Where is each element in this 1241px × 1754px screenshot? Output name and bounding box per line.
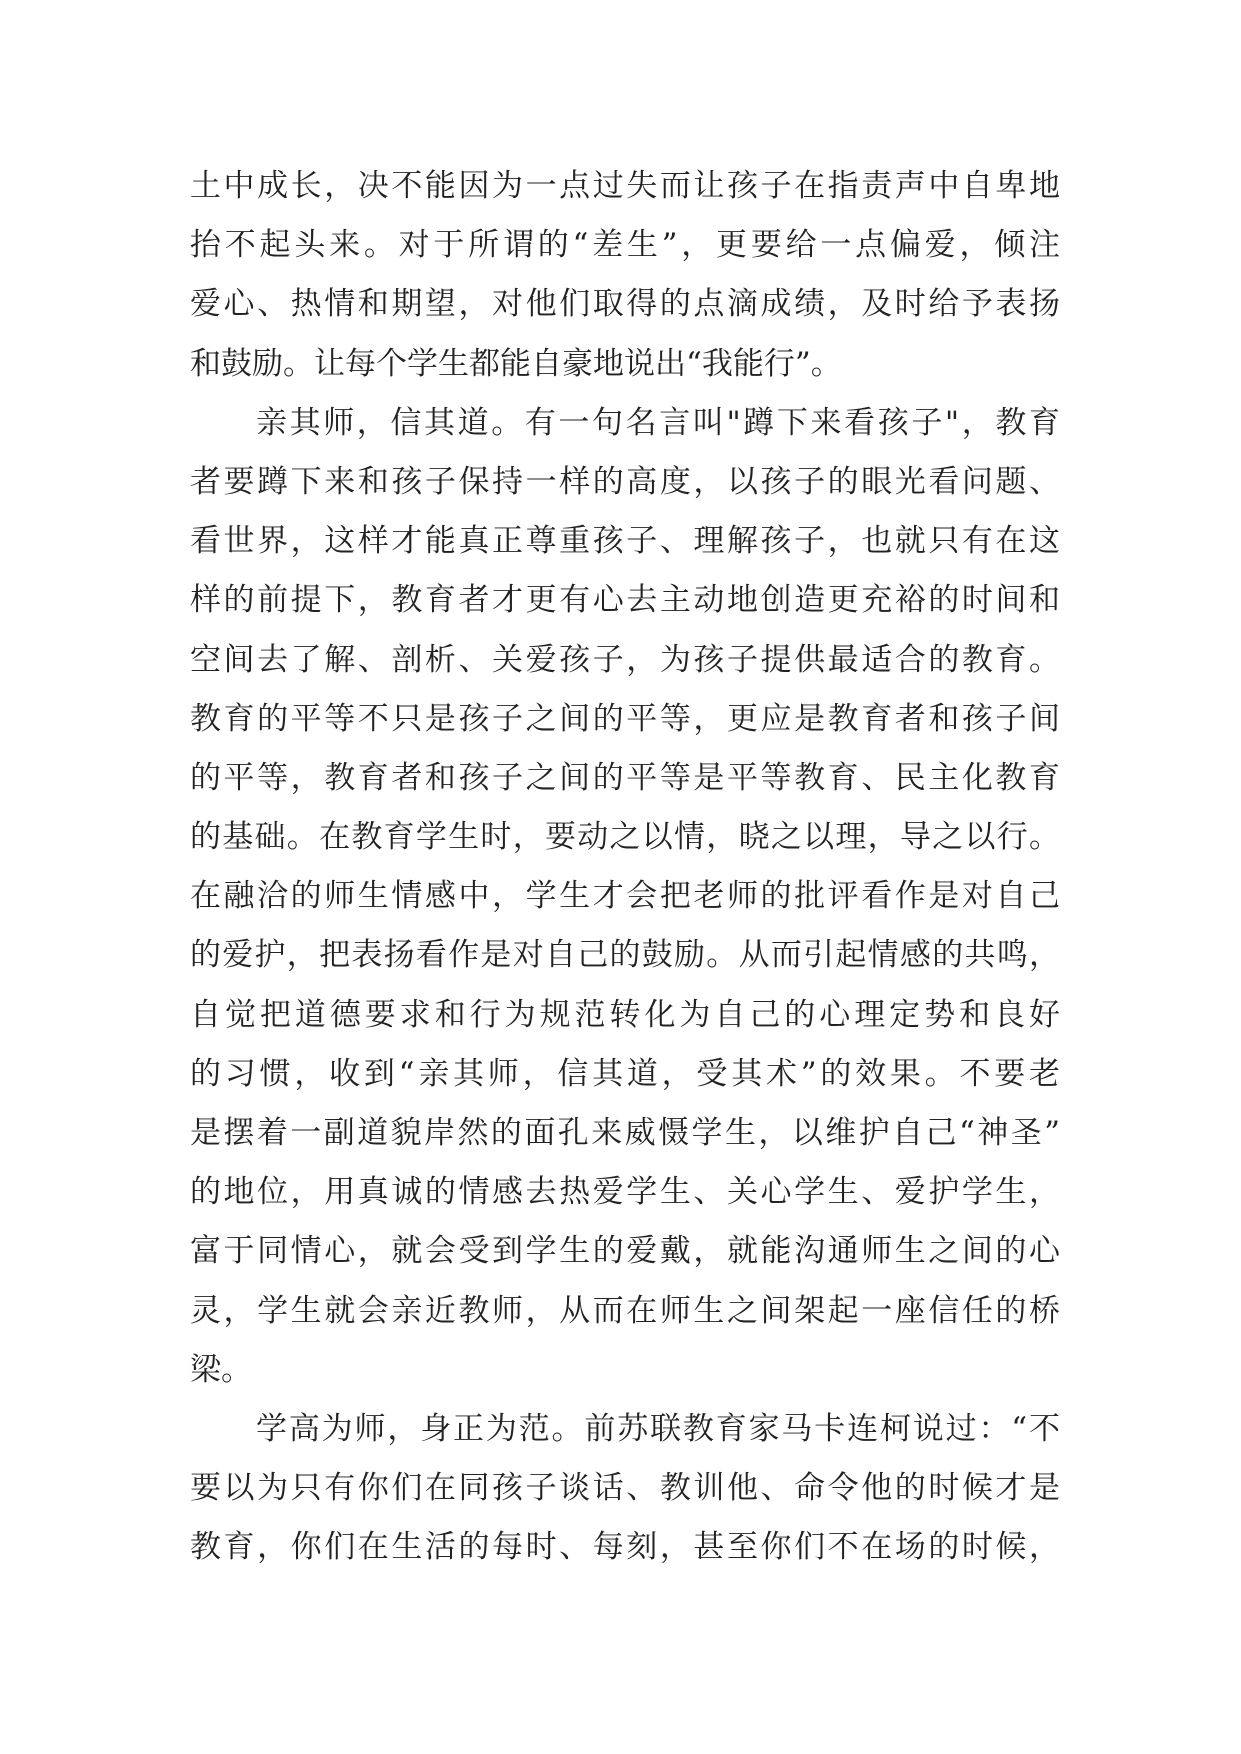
text-line: 样的前提下，教育者才更有心去主动地创造更充裕的时间和 <box>190 582 1060 619</box>
text-line: 是摆着一副道貌岸然的面孔来威慑学生，以维护自己“神圣” <box>190 1115 1060 1151</box>
text-line: 的爱护，把表扬看作是对自己的鼓励。从而引起情感的共鸣， <box>190 937 1060 974</box>
paragraph-first-line: 亲其师，信其道。有一句名言叫"蹲下来看孩子"，教育 <box>256 404 1060 441</box>
text-line: 要以为只有你们在同孩子谈话、教训他、命令他的时候才是 <box>190 1470 1060 1507</box>
text-line: 土中成长，决不能因为一点过失而让孩子在指责声中自卑地 <box>190 168 1060 204</box>
text-line: 梁。 <box>190 1351 252 1388</box>
text-line: 教育，你们在生活的每时、每刻，甚至你们不在场的时候， <box>190 1529 1060 1566</box>
text-line: 爱心、热情和期望，对他们取得的点滴成绩，及时给予表扬 <box>190 286 1060 323</box>
document-body <box>190 157 1060 1578</box>
text-line: 教育的平等不只是孩子之间的平等，更应是教育者和孩子间 <box>190 700 1060 737</box>
text-line: 抬不起头来。对于所谓的“差生”，更要给一点偏爱，倾注 <box>190 227 1060 264</box>
text-line: 在融洽的师生情感中，学生才会把老师的批评看作是对自己 <box>190 878 1060 915</box>
text-line: 自觉把道德要求和行为规范转化为自己的心理定势和良好 <box>190 996 1060 1033</box>
text-line: 者要蹲下来和孩子保持一样的高度，以孩子的眼光看问题、 <box>190 463 1060 500</box>
text-line: 的平等，教育者和孩子之间的平等是平等教育、民主化教育 <box>190 759 1060 796</box>
text-line: 和鼓励。让每个学生都能自豪地说出“我能行”。 <box>190 345 842 382</box>
text-line: 的习惯，收到“亲其师，信其道，受其术”的效果。不要老 <box>190 1055 1060 1092</box>
text-line: 灵，学生就会亲近教师，从而在师生之间架起一座信任的桥 <box>190 1292 1060 1329</box>
text-line: 看世界，这样才能真正尊重孩子、理解孩子，也就只有在这 <box>190 523 1060 560</box>
paragraph-first-line: 学高为师，身正为范。前苏联教育家马卡连柯说过：“不 <box>256 1410 1060 1447</box>
text-line: 的基础。在教育学生时，要动之以情，晓之以理，导之以行。 <box>190 819 1060 856</box>
text-line: 富于同情心，就会受到学生的爱戴，就能沟通师生之间的心 <box>190 1233 1060 1270</box>
text-line: 的地位，用真诚的情感去热爱学生、关心学生、爱护学生， <box>190 1174 1060 1211</box>
text-line: 空间去了解、剖析、关爱孩子，为孩子提供最适合的教育。 <box>190 641 1060 678</box>
